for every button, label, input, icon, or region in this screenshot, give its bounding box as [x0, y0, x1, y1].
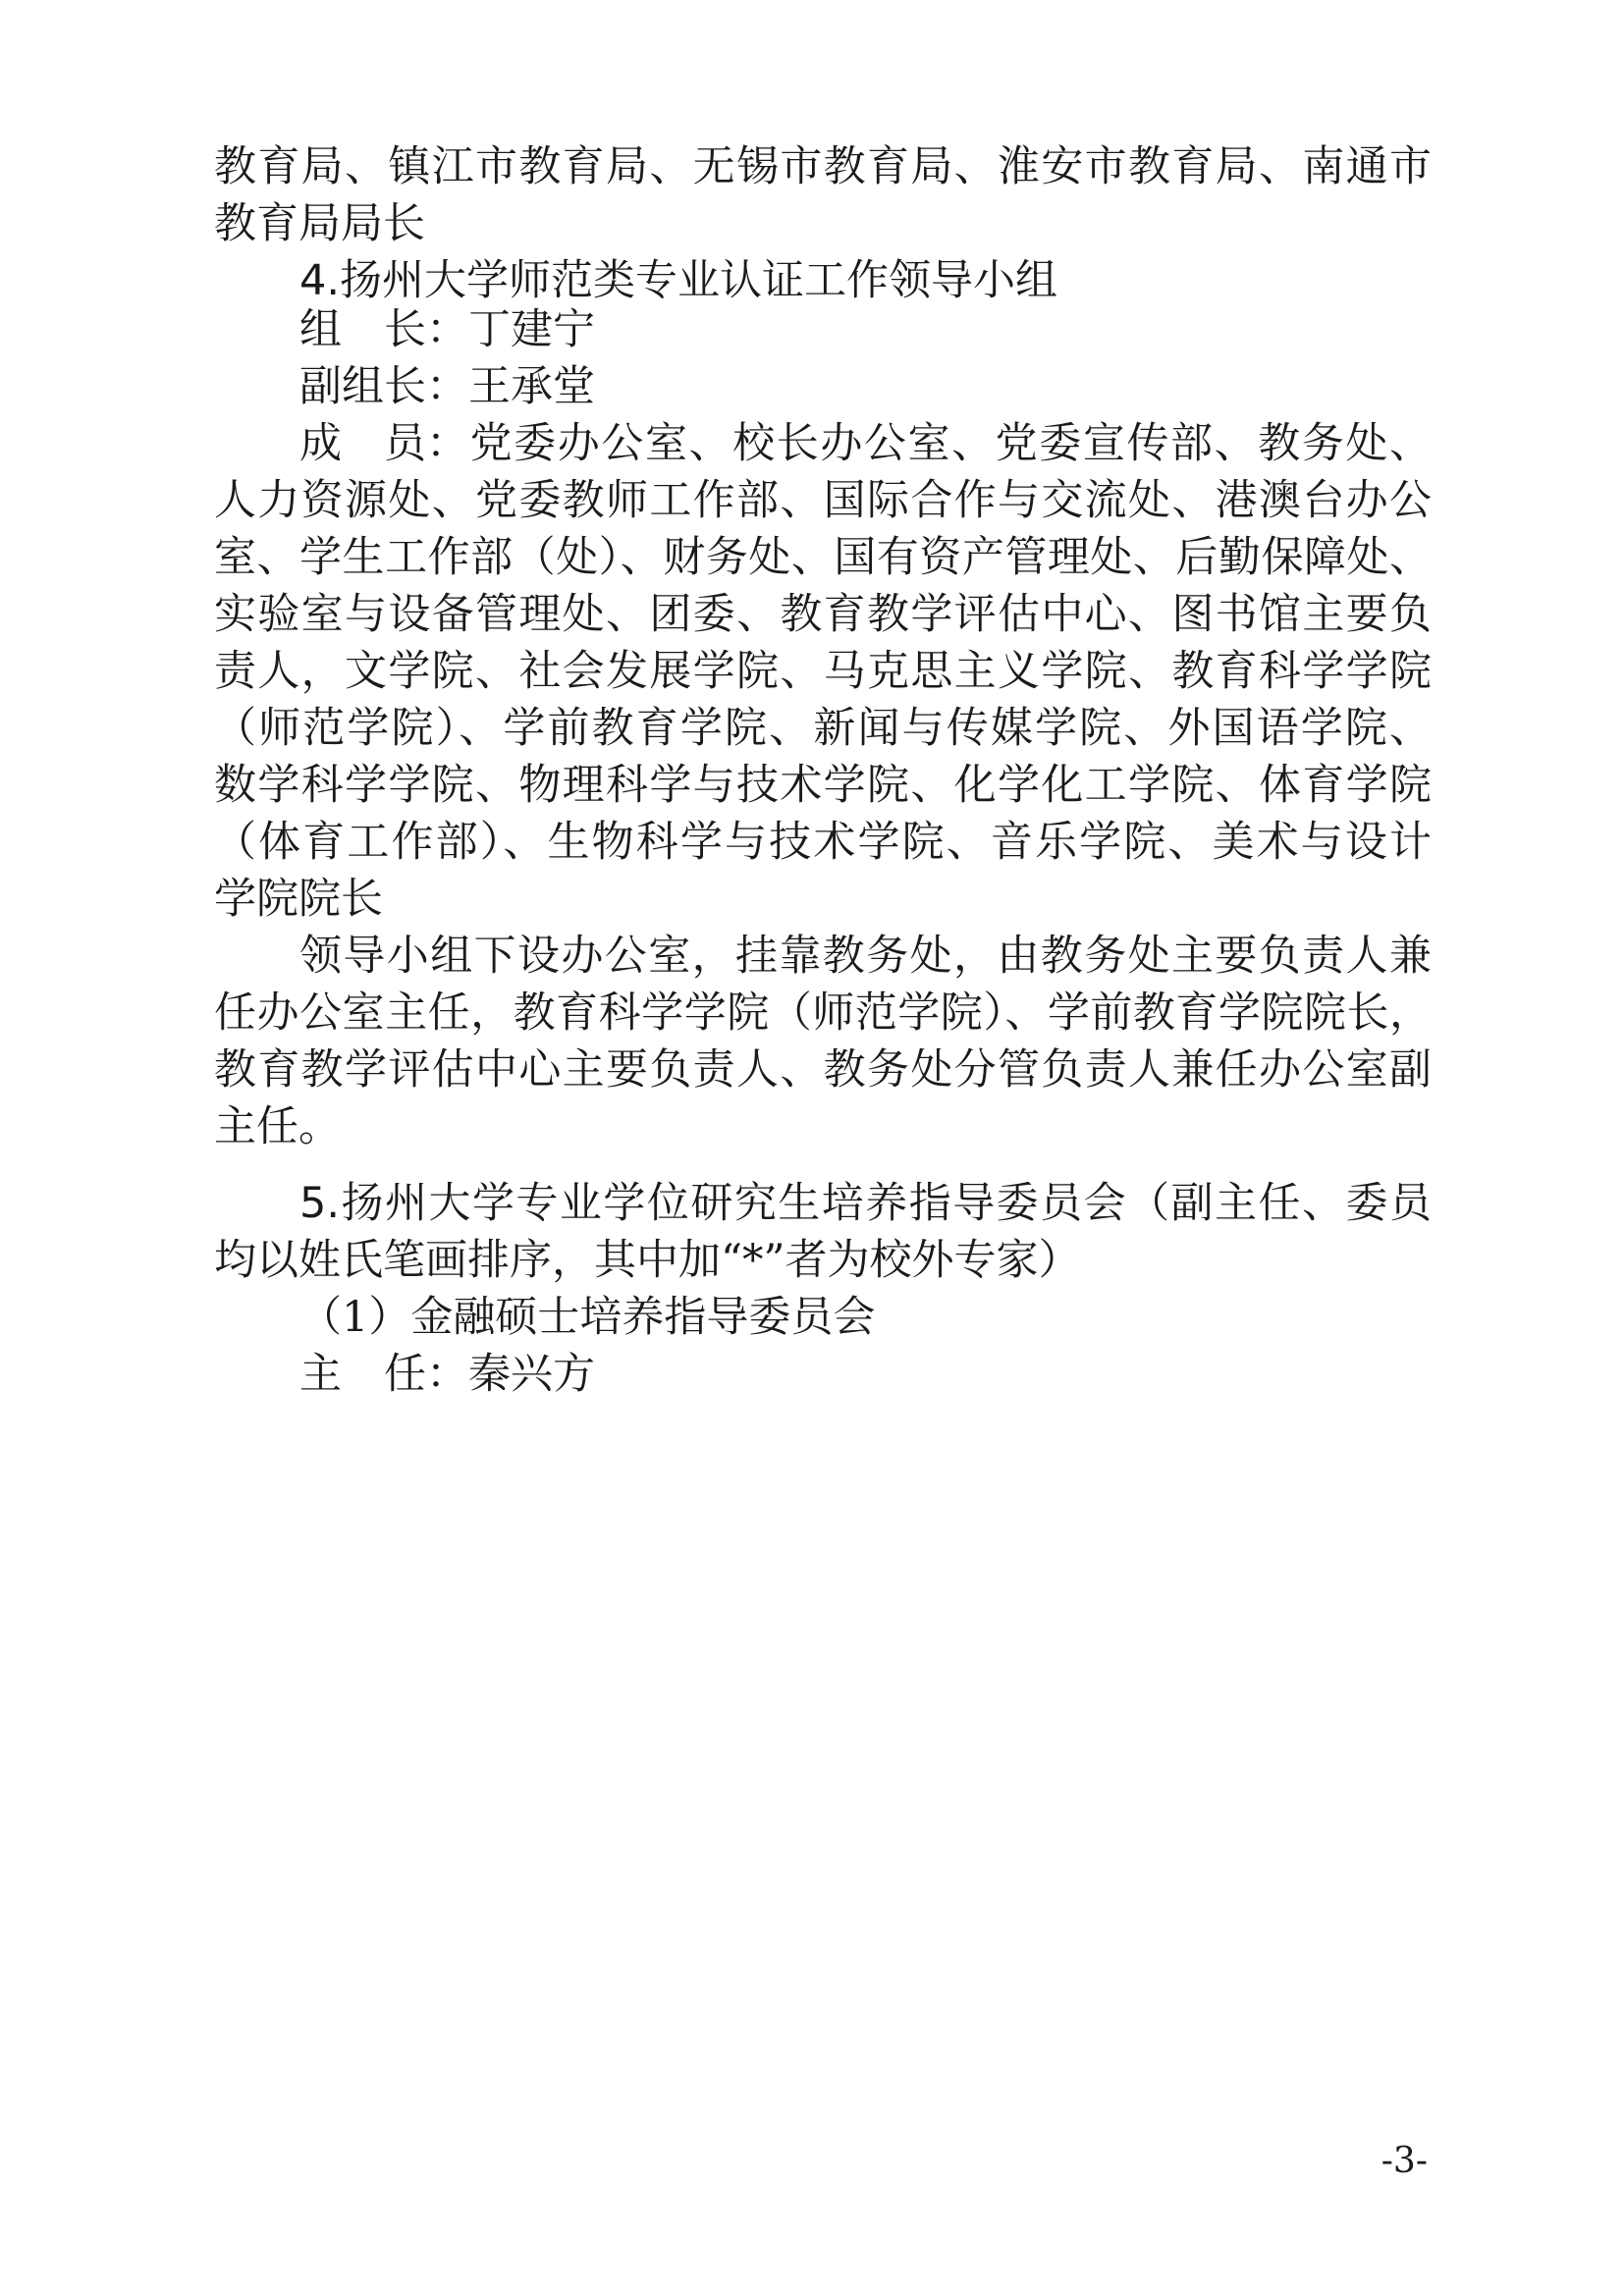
leader-name: 丁建宁 — [468, 305, 595, 354]
members-line — [299, 414, 1432, 473]
members-text: 党委办公室、校长办公室、党委宣传部、教务处、 — [468, 419, 1432, 468]
paragraph-line: （师范学院）、学前教育学院、新闻与传媒学院、外国语学院、 — [214, 704, 1432, 753]
paragraph-line: 人力资源处、党委教师工作部、国际合作与交流处、港澳台办公 — [214, 476, 1432, 525]
paragraph-line: 主任。 — [214, 1102, 341, 1151]
paragraph-line: 教育局、镇江市教育局、无锡市教育局、淮安市教育局、南通市 — [214, 142, 1432, 191]
deputy-line — [299, 357, 1432, 416]
director-line — [299, 1345, 1432, 1404]
paragraph-line: 室、学生工作部（处）、财务处、国有资产管理处、后勤保障处、 — [214, 533, 1432, 582]
section-heading-5 — [299, 1174, 1432, 1233]
director-name: 秦兴方 — [468, 1350, 595, 1399]
section-heading-5-title: 5.扬州大学专业学位研究生培养指导委员会 — [299, 1179, 1128, 1228]
paragraph-line: （体育工作部）、生物科学与技术学院、音乐学院、美术与设计 — [214, 818, 1432, 867]
deputy-name: 王承堂 — [468, 362, 595, 411]
section-heading-5-note: （副主任、委员 — [1127, 1179, 1432, 1228]
paragraph-line: 任办公室主任，教育科学学院（师范学院）、学前教育学院院长， — [214, 988, 1432, 1038]
members-label: 成 员： — [299, 419, 468, 468]
director-label: 主 任： — [299, 1350, 468, 1399]
section-heading-4: 4.扬州大学师范类专业认证工作领导小组 — [299, 256, 1058, 305]
paragraph-line: 教育教学评估中心主要负责人、教务处分管负责人兼任办公室副 — [214, 1045, 1432, 1095]
page-number: -3- — [1380, 2141, 1428, 2181]
leader-label: 组 长： — [299, 305, 468, 354]
paragraph-line: 责人，文学院、社会发展学院、马克思主义学院、教育科学学院 — [214, 647, 1432, 696]
paragraph-line: 教育局局长 — [214, 199, 425, 248]
paragraph-line: 学院院长 — [214, 875, 383, 924]
deputy-label: 副组长： — [299, 362, 468, 411]
subsection-heading: （1）金融硕士培养指导委员会 — [299, 1293, 876, 1342]
paragraph-line: 领导小组下设办公室，挂靠教务处，由教务处主要负责人兼 — [299, 932, 1432, 981]
paragraph-line: 实验室与设备管理处、团委、教育教学评估中心、图书馆主要负 — [214, 590, 1432, 639]
paragraph-line: 均以姓氏笔画排序，其中加“*”者为校外专家） — [214, 1236, 1081, 1285]
leader-line — [299, 300, 1432, 359]
paragraph-line: 数学科学学院、物理科学与技术学院、化学化工学院、体育学院 — [214, 761, 1432, 810]
